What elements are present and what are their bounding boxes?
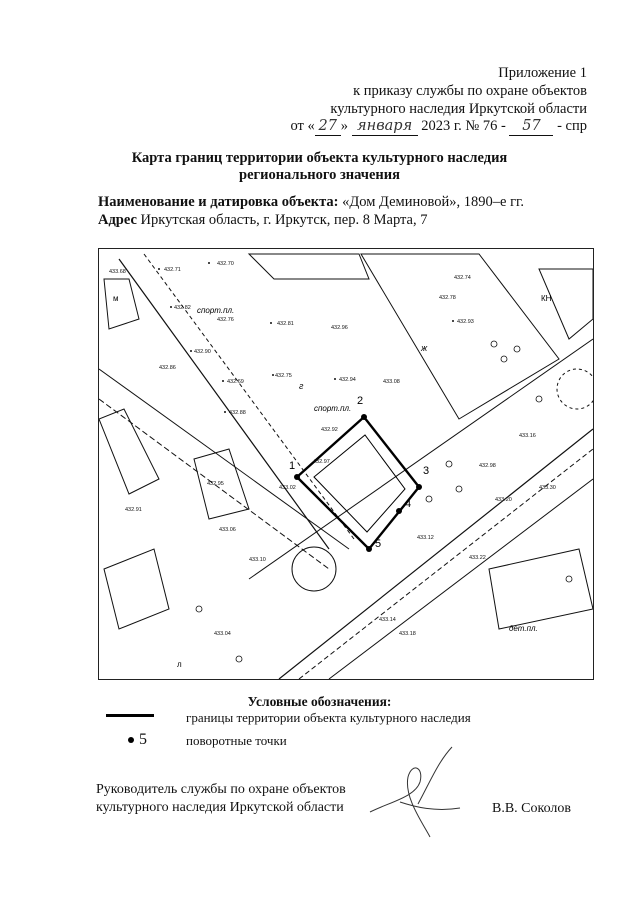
survey-dot — [334, 378, 336, 380]
turning-point-3 — [416, 484, 422, 490]
order-line-3: культурного наследия Иркутской области — [330, 101, 587, 117]
survey-dot — [158, 268, 160, 270]
turning-point-4 — [396, 508, 402, 514]
turning-point-label-3: 3 — [423, 465, 430, 477]
elevation-label: 433.10 — [249, 557, 266, 563]
survey-dot — [208, 262, 210, 264]
map-title-line2: регионального значения — [239, 167, 400, 183]
survey-dot — [222, 380, 224, 382]
elevation-label: 433.14 — [379, 617, 396, 623]
object-name-line — [98, 194, 524, 211]
elevation-label: 432.96 — [331, 325, 348, 331]
map-street-line — [144, 254, 354, 539]
elevation-label: 432.88 — [229, 410, 246, 416]
elevation-label: 433.20 — [495, 497, 512, 503]
elevation-label: 433.30 — [539, 485, 556, 491]
order-number: 57 — [509, 117, 553, 136]
order-suffix: - спр — [557, 118, 587, 134]
appendix-label: Приложение 1 — [498, 65, 587, 81]
elevation-label: 432.82 — [174, 305, 191, 311]
date-prefix: от « — [290, 118, 315, 134]
date-year: 2023 г. № 76 - — [421, 118, 506, 134]
elevation-label: 432.74 — [454, 275, 471, 281]
signer-title-line2: культурного наследия Иркутской области — [96, 800, 344, 815]
elevation-label: 432.93 — [457, 319, 474, 325]
map-svg — [99, 249, 593, 679]
order-date-line — [290, 117, 587, 136]
turning-point-label-5: 5 — [375, 538, 382, 550]
area-label-m: м — [113, 294, 119, 303]
map-street-line — [249, 339, 593, 579]
date-month: января — [352, 117, 418, 136]
turning-point-5 — [366, 546, 372, 552]
map-title-line1: Карта границ территории объекта культурного наследия — [131, 150, 508, 166]
elevation-label: 432.98 — [479, 463, 496, 469]
object-name-value: «Дом Деминовой», 1890–е гг. — [342, 194, 524, 210]
tree-symbol — [446, 461, 452, 467]
legend-point-dot — [128, 737, 134, 743]
tree-symbol — [196, 606, 202, 612]
date-day: 27 — [315, 117, 341, 136]
elevation-label: 433.68 — [109, 269, 126, 275]
survey-dot — [190, 350, 192, 352]
survey-dot — [452, 320, 454, 322]
elevation-label: 432.70 — [217, 261, 234, 267]
elevation-label: 432.91 — [125, 507, 142, 513]
tree-symbol — [426, 496, 432, 502]
elevation-label: 432.81 — [277, 321, 294, 327]
area-label-l: л — [177, 660, 182, 669]
tree-symbol — [514, 346, 520, 352]
turning-point-1 — [294, 474, 300, 480]
legend-line-label: границы территории объекта культурного наследия — [186, 710, 471, 725]
map-building — [489, 549, 593, 629]
area-label-zh: ж — [421, 343, 428, 353]
legend-point-number: 5 — [139, 731, 147, 748]
area-label-sport2: спорт.пл. — [314, 404, 352, 413]
turning-point-label-4: 4 — [405, 498, 412, 510]
legend-title: Условные обозначения: — [247, 694, 392, 709]
elevation-label: 433.18 — [399, 631, 416, 637]
elevation-label: 432.69 — [227, 379, 244, 385]
elevation-label: 432.71 — [164, 267, 181, 273]
survey-dot — [270, 322, 272, 324]
tree-symbol — [491, 341, 497, 347]
map-street-line — [329, 479, 593, 679]
tree-symbol — [566, 576, 572, 582]
date-mid: » — [340, 118, 348, 134]
survey-dot — [224, 411, 226, 413]
elevation-label: 433.06 — [219, 527, 236, 533]
elevation-label: 432.86 — [159, 365, 176, 371]
legend-point-label: поворотные точки — [186, 733, 287, 748]
cadastral-map — [98, 248, 594, 680]
object-name-label: Наименование и датировка объекта: — [98, 194, 339, 210]
handwritten-signature — [360, 742, 470, 842]
tree-symbol — [501, 356, 507, 362]
legend-line-symbol — [106, 714, 154, 717]
elevation-label: 433.04 — [214, 631, 231, 637]
elevation-label: 433.02 — [279, 485, 296, 491]
tree-symbol — [536, 396, 542, 402]
area-label-kn: КН — [541, 294, 552, 303]
elevation-label: 433.16 — [519, 433, 536, 439]
map-roundabout — [557, 369, 593, 409]
tree-symbol — [456, 486, 462, 492]
elevation-label: 432.76 — [217, 317, 234, 323]
object-address-line — [98, 212, 427, 229]
area-label-det: дет.пл. — [509, 624, 538, 633]
map-street-line — [99, 369, 352, 549]
object-address-value: Иркутская область, г. Иркутск, пер. 8 Марта, 7 — [140, 212, 428, 228]
elevation-label: 432.92 — [321, 427, 338, 433]
map-building — [104, 549, 169, 629]
area-label-sport1: спорт.пл. — [197, 306, 235, 315]
object-address-label: Адрес — [98, 212, 137, 228]
turning-point-label-2: 2 — [357, 395, 364, 407]
map-street-line — [299, 449, 593, 679]
elevation-label: 432.90 — [194, 349, 211, 355]
map-roundabout — [292, 547, 336, 591]
survey-dot — [170, 306, 172, 308]
map-building — [249, 254, 369, 279]
turning-point-label-1: 1 — [289, 460, 296, 472]
elevation-label: 433.08 — [383, 379, 400, 385]
map-building — [104, 279, 139, 329]
elevation-label: 432.95 — [207, 481, 224, 487]
signer-name: В.В. Соколов — [492, 801, 572, 816]
elevation-label: 432.94 — [339, 377, 356, 383]
signer-title-line1: Руководитель службы по охране объектов — [96, 782, 346, 797]
elevation-label: 432.75 — [275, 373, 292, 379]
elevation-label: 432.97 — [313, 459, 330, 465]
elevation-label: 433.22 — [469, 555, 486, 561]
signature-stroke — [370, 747, 460, 837]
map-street-line — [119, 259, 329, 549]
order-line-2: к приказу службы по охране объектов — [353, 83, 587, 99]
elevation-label: 433.12 — [417, 535, 434, 541]
elevation-label: 432.78 — [439, 295, 456, 301]
map-building — [539, 269, 593, 339]
tree-symbol — [236, 656, 242, 662]
area-label-g: г — [299, 381, 304, 391]
survey-dot — [272, 374, 274, 376]
turning-point-2 — [361, 414, 367, 420]
